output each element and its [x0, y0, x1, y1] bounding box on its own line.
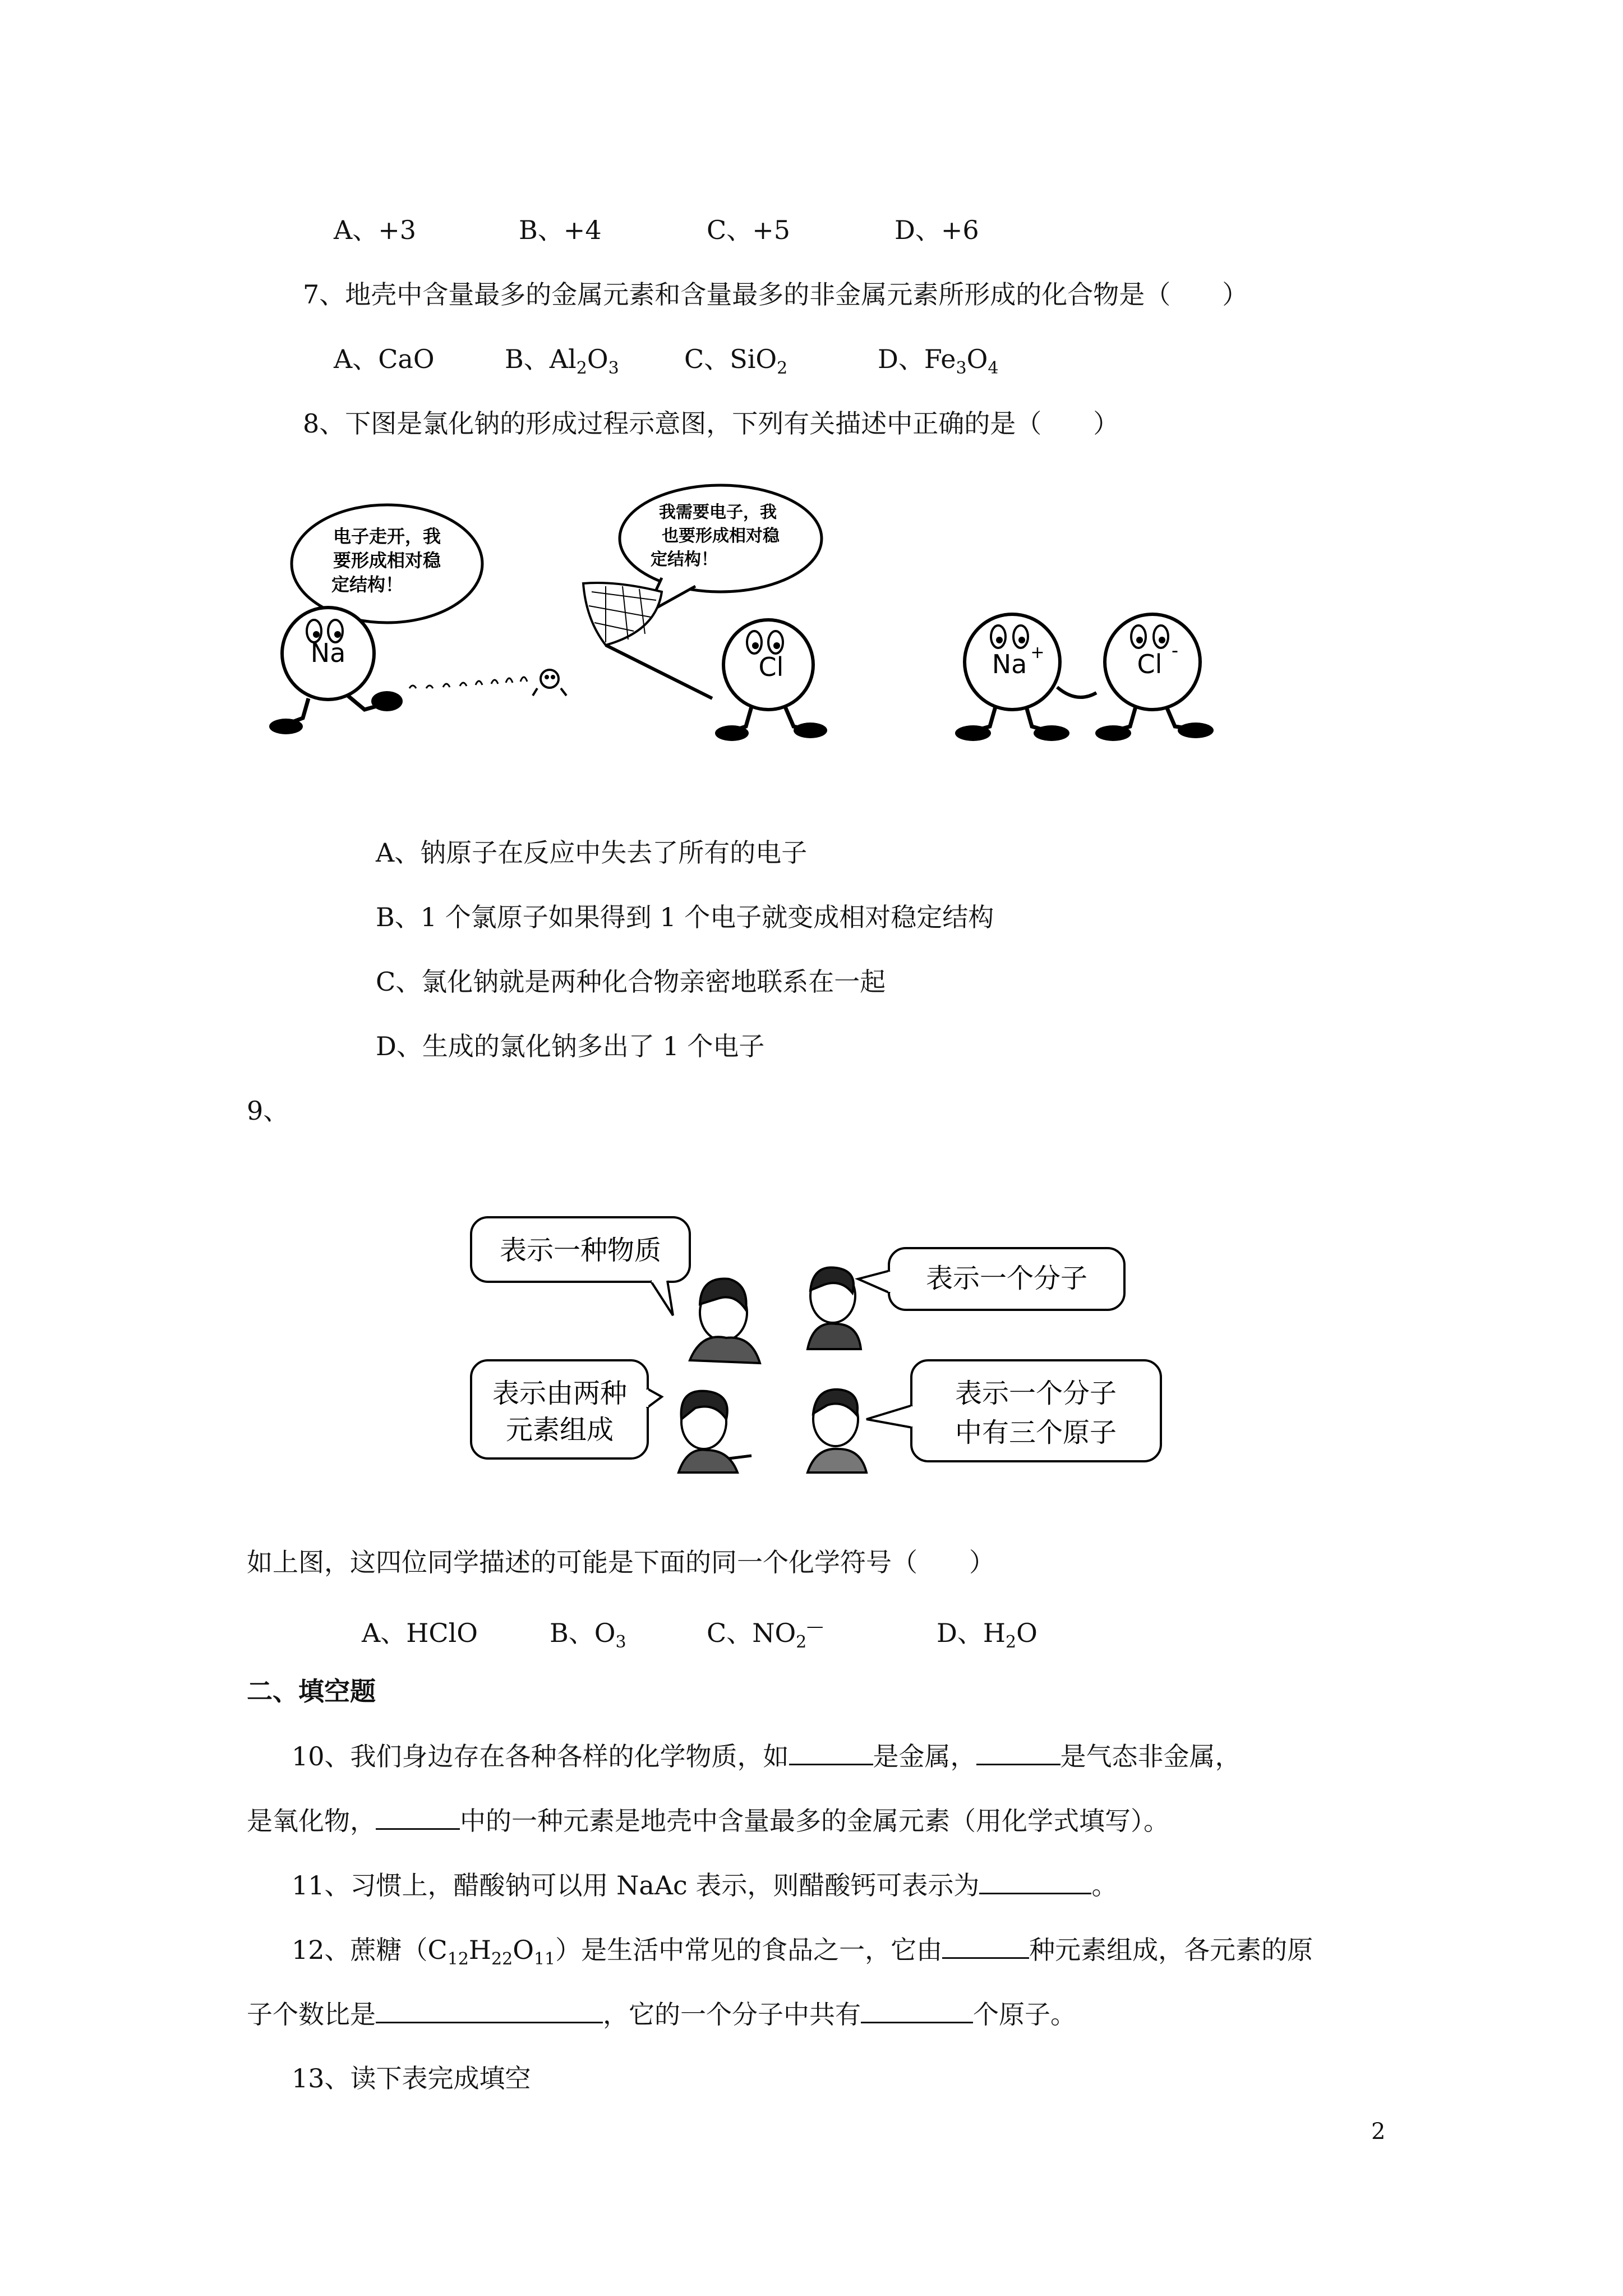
q9-option-d: D、$H_2O$ — [937, 1618, 1038, 1652]
q6-option-b: B、+4 — [519, 215, 602, 245]
bubble-bottom-left — [471, 1360, 662, 1458]
cl-atom-label: Cl — [758, 652, 784, 682]
na-ion-label: Na — [992, 649, 1027, 679]
q13: 13、读下表完成填空 — [292, 2063, 531, 2093]
q8-option-c: C、氯化钠就是两种化合物亲密地联系在一起 — [376, 967, 886, 997]
q9-option-c: C、$NO_2^—$ — [707, 1617, 824, 1652]
bubble-text-substance: 表示一种物质 — [499, 1235, 662, 1266]
q7-stem: 7、地壳中含量最多的金属元素和含量最多的非金属元素所形成的化合物是（ ） — [303, 279, 1248, 310]
q7-option-d: D、$Fe_3O_4$ — [878, 344, 999, 378]
q12-blank-element-count[interactable] — [942, 1932, 1029, 1959]
q7-option-a: A、CaO — [334, 344, 435, 374]
bubble-text-three-atoms-2: 中有三个原子 — [955, 1417, 1117, 1448]
q11-blank[interactable] — [979, 1868, 1091, 1894]
bubble-text-two-elements-1: 表示由两种 — [492, 1378, 628, 1409]
cl-bubble-line-2: 也要形成相对稳 — [662, 526, 780, 546]
q9-stem: 如上图，这四位同学描述的可能是下面的同一个化学符号（ ） — [247, 1547, 995, 1577]
page-number: 2 — [1371, 2119, 1386, 2145]
q10-blank-metal[interactable] — [789, 1739, 873, 1765]
cl-atom-character — [715, 620, 827, 741]
cl-ion-charge: - — [1171, 639, 1179, 662]
q9-options — [362, 1610, 1038, 1659]
q12-blank-ratio[interactable] — [376, 1997, 603, 2023]
na-ion-character — [955, 614, 1069, 741]
holding-hands — [1057, 687, 1096, 697]
section-title-fill-in: 二、填空题 — [247, 1676, 376, 1706]
q10-line-2: 是氧化物， 中的一种元素是地壳中含量最多的金属元素（用化学式填写）。 — [247, 1803, 1169, 1838]
cl-bubble-line-1: 我需要电子，我 — [659, 503, 777, 522]
q6-option-c: C、+5 — [707, 215, 791, 245]
q12-line-1: 12、蔗糖$(C_{12}H_{22}O_{11})$是生活中常见的食品之一，它由 种元素组成，各元素的原 — [292, 1932, 1313, 1976]
q9-number: 9、 — [247, 1096, 289, 1126]
bubble-text-three-atoms-1: 表示一个分子 — [955, 1378, 1117, 1409]
q12-blank-atom-count[interactable] — [861, 1997, 973, 2023]
student-bottom-right — [808, 1389, 866, 1473]
q8-option-b: B、1 个氯原子如果得到 1 个电子就变成相对稳定结构 — [376, 902, 994, 932]
na-atom-label: Na — [310, 638, 346, 668]
q9-option-b: B、$O_3$ — [550, 1618, 626, 1652]
na-ion-charge: + — [1030, 643, 1045, 662]
bubble-bottom-right — [866, 1360, 1161, 1461]
q7-option-c: C、SiO$_2$ — [684, 344, 788, 378]
na-atom-character — [269, 608, 403, 734]
q6-options — [334, 213, 979, 247]
q10-line-1: 10、我们身边存在各种各样的化学物质，如 是金属， 是气态非金属， — [292, 1739, 1241, 1773]
na-bubble-line-1: 电子走开，我 — [333, 526, 441, 547]
bubble-top-left — [471, 1217, 690, 1315]
q10-blank-oxide[interactable] — [376, 1803, 460, 1830]
bubble-text-two-elements-2: 元素组成 — [505, 1414, 614, 1446]
q8-stem: 8、下图是氯化钠的形成过程示意图，下列有关描述中正确的是（ ） — [303, 408, 1119, 439]
electron-character — [533, 670, 566, 696]
student-bottom-left — [679, 1391, 751, 1473]
q7-options — [334, 342, 998, 385]
cl-bubble-line-3: 定结构！ — [651, 550, 718, 569]
bubble-text-molecule: 表示一个分子 — [925, 1263, 1088, 1294]
q6-option-a: A、+3 — [334, 215, 417, 245]
q10-blank-gas[interactable] — [976, 1739, 1061, 1765]
student-top-right — [808, 1268, 861, 1350]
q11: 11、习惯上，醋酸钠可以用 NaAc 表示，则醋酸钙可表示为 。 — [292, 1868, 1117, 1902]
q9-option-a: A、HClO — [362, 1618, 478, 1648]
nacl-formation-figure — [269, 480, 1239, 743]
students-figure — [465, 1209, 1178, 1501]
electron-trail — [409, 677, 527, 688]
cl-ion-character — [1095, 614, 1214, 741]
q8-option-a: A、钠原子在反应中失去了所有的电子 — [376, 838, 808, 868]
cl-ion-label: Cl — [1137, 649, 1163, 679]
na-bubble-line-2: 要形成相对稳 — [333, 550, 441, 571]
q8-option-d: D、生成的氯化钠多出了 1 个电子 — [376, 1031, 765, 1061]
q7-option-b: B、$Al_2O_3$ — [505, 344, 619, 378]
na-bubble-line-3: 定结构！ — [331, 574, 404, 595]
bubble-top-right — [858, 1248, 1124, 1310]
butterfly-net-icon — [583, 583, 712, 698]
q6-option-d: D、+6 — [895, 215, 979, 245]
q12-line-2: 子个数比是 ，它的一个分子中共有 个原子。 — [247, 1997, 1076, 2031]
student-top-left — [690, 1279, 760, 1363]
